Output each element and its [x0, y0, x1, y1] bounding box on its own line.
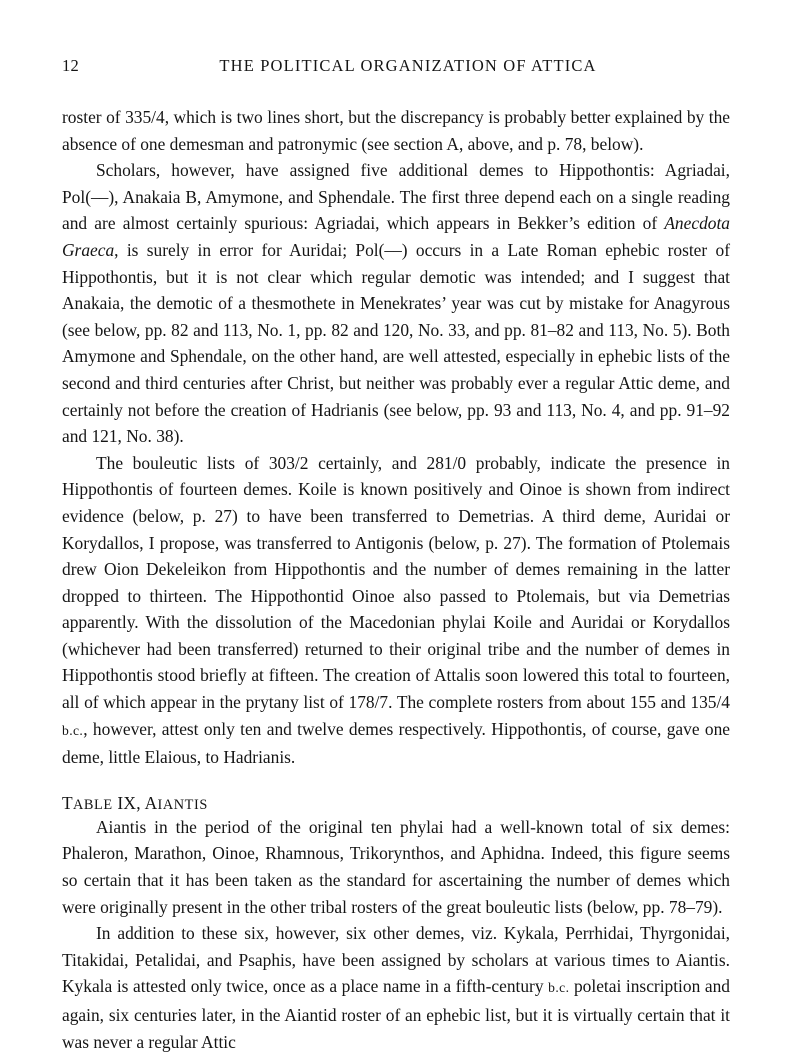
body-column: [62, 104, 730, 1055]
paragraph-2: [62, 157, 730, 450]
paragraph-1: roster of 335/4, which is two lines short, but the discrepancy is probably better explained by the absence of one demesman and patronymic (see section A, above, and p. 78, below).: [62, 107, 730, 154]
running-head: [62, 56, 730, 78]
paragraph-4: Aiantis in the period of the original ten phylai had a well-known total of six demes: Phaleron, Marathon, Oinoe, Rhamnous, Trikorynthos, and Aphidna. Indeed, this figure seems so certain that it has been taken as the standard for ascertaining the number of demes which were originally present in the other tribal rosters of the great bouleutic lists (below, pp. 78–79).: [62, 816, 730, 917]
paragraph-5-segment-3: poletai inscription and again, six centuries later, in the Aiantid roster of an ephebic list, but it is virtually certain that it was never a regular Attic: [62, 976, 730, 1052]
table-heading-initial: T: [62, 792, 73, 813]
table-heading-numeral: IX,: [112, 792, 145, 813]
table-heading-word: ABLE: [72, 796, 113, 813]
paragraph-5-smallcaps-bc: b.c.: [548, 980, 570, 996]
paragraph-3-segment-3: , however, attest only ten and twelve demes respectively. Hippothontis, of course, gave one deme, little Elaious, to Hadrianis.: [62, 718, 730, 768]
paragraph-2-segment-3: , is surely in error for Auridai; Pol(––) occurs in a Late Roman ephebic roster of Hippothontis, but it is not clear which regular demotic was intended; and I suggest that Anakaia, the demotic of a thesmothete in Menekrates’ year was cut by mistake for Anagyrous (see below, pp. 82 and 113, No. 1, pp. 82 and 120, No. 33, and pp. 81–82 and 113, No. 5). Both Amymone and Sphendale, on the other hand, are well attested, especially in ephebic lists of the second and third centuries after Christ, but neither was probably ever a regular Attic deme, and certainly not before the creation of Hadrianis (see below, pp. 93 and 113, No. 4, and pp. 91–92 and 121, No. 38).: [62, 239, 730, 447]
running-head-title: THE POLITICAL ORGANIZATION OF ATTICA: [219, 56, 597, 75]
paragraph-2-segment-1: Scholars, however, have assigned five additional demes to Hippothontis: Agriadai, Pol(––), Anakaia B, Amymone, and Sphendale. The first three depend each on a single reading and are almost certainly spurious: Agriadai, which appears in Bekker’s edition of: [62, 160, 730, 234]
paragraph-5: [62, 920, 730, 1055]
paragraph-3-segment-1: The bouleutic lists of 303/2 certainly, and 281/0 probably, indicate the presence in Hippothontis of fourteen demes. Koile is known positively and Oinoe is shown from indirect evidence (below, p. 27) to have been transferred to Demetrias. A third deme, Auridai or Korydallos, I propose, was transferred to Antigonis (below, p. 27). The formation of Ptolemais drew Oion Dekeleikon from Hippothontis and the number of demes remaining in the latter dropped to thirteen. The Hippothontid Oinoe also passed to Ptolemais, but via Demetrias apparently. With the dissolution of the Macedonian phylai Koile and Auridai or Korydallos (whichever had been transferred) returned to their original tribe and the number of demes in Hippothontis stood briefly at fifteen. The creation of Attalis soon lowered this total to fourteen, all of which appear in the prytany list of 178/7. The complete rosters from about 155 and 135/4: [62, 452, 730, 713]
paragraph-2-italic-title: Anecdota Graeca: [62, 213, 730, 260]
table-heading-tribe-initial: A: [144, 792, 158, 813]
paragraph-5-segment-1: In addition to these six, however, six other demes, viz. Kykala, Perrhidai, Thyrgonidai, Titakidai, Petalidai, and Psaphis, have been assigned by scholars at various times to Aiantis. Kykala is attested only twice, once as a place name in a fifth-century: [62, 923, 730, 997]
page-number: 12: [62, 56, 79, 75]
table-heading-tribe-rest: IANTIS: [157, 796, 208, 813]
paragraph-3-smallcaps-bc: b.c.: [62, 722, 84, 738]
table-heading: [62, 793, 730, 814]
paragraph-3: [62, 450, 730, 771]
